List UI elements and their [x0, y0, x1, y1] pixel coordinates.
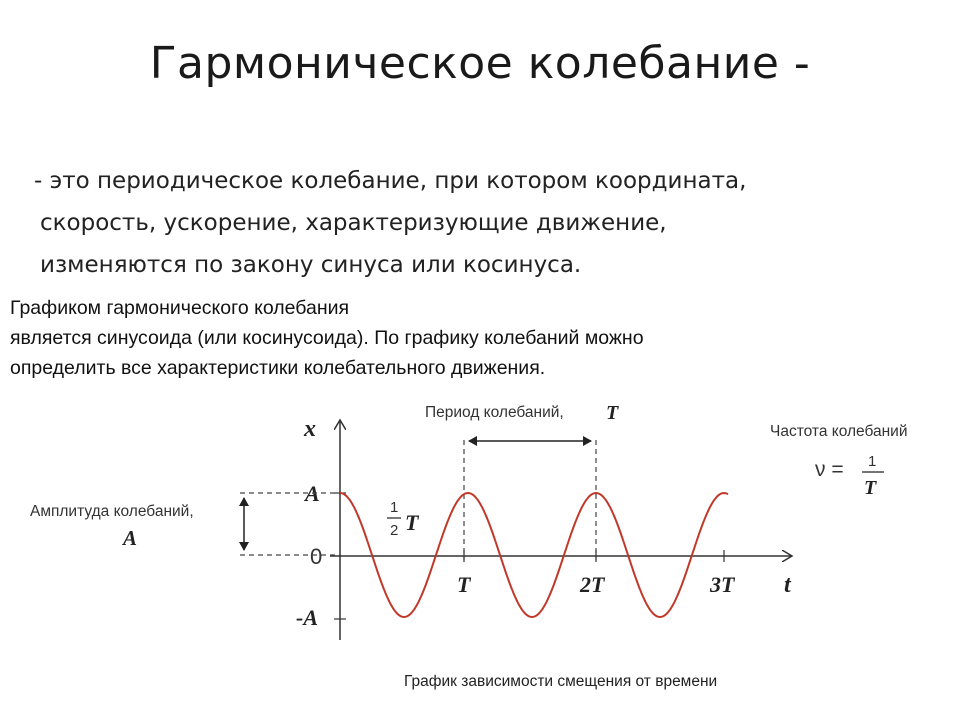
tick-label-zero: 0: [310, 544, 323, 569]
half-fraction-t: T: [405, 510, 419, 535]
y-axis-label: x: [304, 416, 316, 442]
frequency-label: Частота колебаний: [770, 423, 908, 440]
t-tick-label-2: 2T: [580, 572, 605, 597]
definition-line-3: изменяются по закону синуса или косинуса.: [40, 252, 582, 278]
graph-note-line-3: определить все характеристики колебательного движения.: [10, 357, 546, 379]
x-axis-label: t: [784, 572, 791, 598]
half-fraction-num: 1: [390, 499, 399, 516]
definition-line-1: - это периодическое колебание, при котором координата,: [34, 168, 747, 194]
half-fraction-den: 2: [390, 522, 399, 539]
tick-label-minus-a: -A: [296, 605, 318, 630]
graph-caption: График зависимости смещения от времени: [404, 673, 718, 690]
period-symbol: T: [606, 402, 619, 424]
t-tick-label-3: 3T: [710, 572, 735, 597]
t-tick-label-1: T: [457, 572, 471, 597]
amplitude-symbol: A: [123, 526, 138, 550]
slide-title: Гармоническое колебание -: [149, 38, 811, 89]
frequency-num: 1: [868, 453, 877, 470]
graph-note-line-1: Графиком гармонического колебания: [10, 297, 350, 319]
graph-note-line-2: является синусоида (или косинусоида). По графику колебаний можно: [10, 327, 644, 349]
definition-line-2: скорость, ускорение, характеризующие движение,: [40, 210, 667, 236]
frequency-lhs: ν =: [815, 458, 844, 481]
amplitude-label: Амплитуда колебаний,: [30, 503, 194, 520]
tick-label-a: A: [305, 481, 320, 506]
frequency-den: T: [864, 477, 877, 499]
period-label: Период колебаний,: [425, 404, 564, 421]
